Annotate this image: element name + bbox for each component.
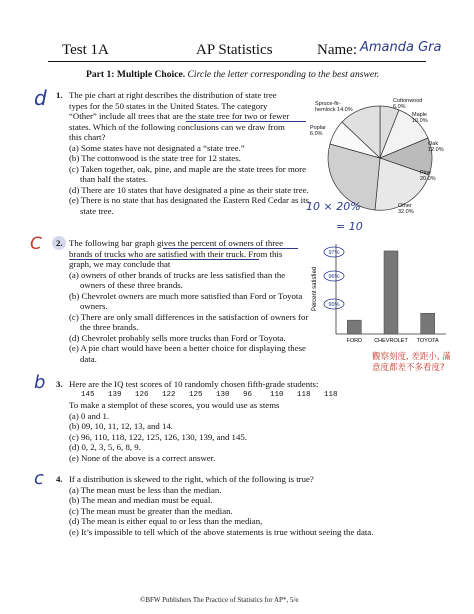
bar-chart xyxy=(306,238,456,348)
part-heading xyxy=(86,69,379,80)
student-name: Amanda Gra xyxy=(360,40,442,55)
q3-option-d[interactable]: (d) 0, 2, 3, 5, 6, 8, 9. xyxy=(69,442,141,452)
annotation-label: 97% xyxy=(328,250,340,256)
bar-category-label: FORD xyxy=(346,338,363,344)
q4-answer-mark: c xyxy=(34,468,44,489)
q3-option-b[interactable]: (b) 09, 10, 11, 12, 13, and 14. xyxy=(69,421,174,431)
bar-chevrolet xyxy=(384,251,398,334)
q2-option-a[interactable]: (a) owners of other brands of trucks are less satisfied than the owners of these three brands. xyxy=(69,269,286,290)
pie-label-spruce: Spruce-fir-hemlock 14.0% xyxy=(315,101,353,113)
q1-underline xyxy=(186,121,306,122)
annotation-label: 90% xyxy=(328,302,340,308)
pie-label-cottonwood: Cottonwood 6.0% xyxy=(393,98,423,110)
q4-option-b[interactable]: (b) The mean and median must be equal. xyxy=(69,495,213,505)
q4-option-a[interactable]: (a) The mean must be less than the median. xyxy=(69,484,222,495)
annotation-label: 96% xyxy=(328,274,340,280)
q2-underline-2 xyxy=(69,259,259,260)
pie-label-oak: Oak 12.0% xyxy=(428,141,444,153)
bar-category-label: CHEVROLET xyxy=(374,338,408,344)
q2-stem-line: The following bar graph gives the percent of owners of three xyxy=(69,238,283,248)
q4-option-c[interactable]: (c) The mean must be greater than the median. xyxy=(69,505,233,516)
q3-scores: 145 139 126 122 125 130 96 110 118 118 xyxy=(81,390,338,399)
bar-category-label: TOYOTA xyxy=(416,338,439,344)
q1-stem-line: types for the 50 states in the United States. The category xyxy=(69,100,268,111)
q1-stem-line: “Other” include all trees that are the state tree for two or fewer xyxy=(69,111,290,121)
pie-handwritten-calc: 10 × 20% xyxy=(306,200,361,213)
q2-underline-1 xyxy=(163,248,298,249)
subject-label: AP Statistics xyxy=(196,42,273,58)
q1-body xyxy=(69,90,309,216)
bar-chart-ylabel: Percent satisfied xyxy=(312,266,318,312)
part-instruction: Circle the letter corresponding to the best answer. xyxy=(187,69,380,80)
part-title: Part 1: Multiple Choice. xyxy=(86,69,186,80)
q1-option-e[interactable]: (e) There is no state that has designated the Eastern Red Cedar as its state tree. xyxy=(69,195,309,216)
bar-ford xyxy=(347,320,361,334)
q3-stem: Here are the IQ test scores of 10 randomly chosen fifth-grade students: xyxy=(69,379,319,389)
q4-body xyxy=(69,474,429,537)
q3-option-a[interactable]: (a) 0 and 1. xyxy=(69,410,110,421)
q1-stem-line: this chart? xyxy=(69,132,106,142)
q2-body xyxy=(69,238,309,364)
q2-number: 2. xyxy=(56,238,63,248)
pie-label-maple: Maple 10.0% xyxy=(412,112,428,124)
q2-handwritten-note: 觀察刻度, 差距小, 滿意度都差不多看度? xyxy=(372,352,451,373)
q3-prompt: To make a stemplot of these scores, you would use as stems xyxy=(69,400,280,410)
q3-answer-mark: b xyxy=(34,372,46,393)
q1-option-b[interactable]: (b) The cottonwood is the state tree for 12 states. xyxy=(69,153,241,163)
q4-option-e[interactable]: (e) It’s impossible to tell which of the above statements is true without seeing the data. xyxy=(69,526,374,537)
q1-option-c[interactable]: (c) Taken together, oak, pine, and maple are the state trees for more than half the states. xyxy=(69,163,307,184)
q2-option-c[interactable]: (c) There are only small differences in the satisfaction of owners for the three brands. xyxy=(69,311,309,332)
q2-option-e[interactable]: (e) A pie chart would have been a better choice for displaying these data. xyxy=(69,343,306,364)
pie-label-other: Other 32.0% xyxy=(398,203,414,215)
q2-stem-line: brands of trucks who are satisfied with their truck. From this xyxy=(69,248,283,259)
q3-option-e[interactable]: (e) None of the above is a correct answer. xyxy=(69,452,216,463)
pie-label-poplar: Poplar 6.0% xyxy=(310,125,326,137)
q1-answer-mark: d xyxy=(34,86,47,110)
q3-number: 3. xyxy=(56,379,63,389)
q4-stem: If a distribution is skewed to the right, which of the following is true? xyxy=(69,474,314,484)
q3-option-c[interactable]: (c) 96, 110, 118, 122, 125, 126, 130, 139, and 145. xyxy=(69,431,247,442)
q2-option-d[interactable]: (d) Chevrolet probably sells more trucks than Ford or Toyota. xyxy=(69,332,286,343)
q3-body xyxy=(69,379,429,463)
q2-answer-mark: C xyxy=(30,234,42,254)
q1-stem-line: states. Which of the following conclusions can we draw from xyxy=(69,121,285,132)
q1-stem-line: The pie chart at right describes the distribution of state tree xyxy=(69,90,277,100)
header-rule xyxy=(48,61,426,62)
q4-option-d[interactable]: (d) The mean is either equal to or less than the median, xyxy=(69,516,263,526)
footer: ©BFW Publishers The Practice of Statistics for AP*, 5/e xyxy=(140,596,299,604)
test-label: Test 1A xyxy=(62,42,109,58)
pie-handwritten-result: = 10 xyxy=(336,220,363,233)
q1-option-a[interactable]: (a) Some states have not designated a “state tree.” xyxy=(69,142,245,153)
name-label: Name: xyxy=(317,42,357,58)
bar-toyota xyxy=(421,313,435,334)
pie-label-pine: Pine 20.0% xyxy=(420,170,436,182)
q2-option-b[interactable]: (b) Chevrolet owners are much more satisfied than Ford or Toyota owners. xyxy=(69,290,303,311)
q4-number: 4. xyxy=(56,474,63,484)
q1-number: 1. xyxy=(56,90,63,100)
q2-stem-line: graph, we may conclude that xyxy=(69,259,171,269)
q1-option-d[interactable]: (d) There are 10 states that have designated a pine as their state tree. xyxy=(69,184,309,195)
